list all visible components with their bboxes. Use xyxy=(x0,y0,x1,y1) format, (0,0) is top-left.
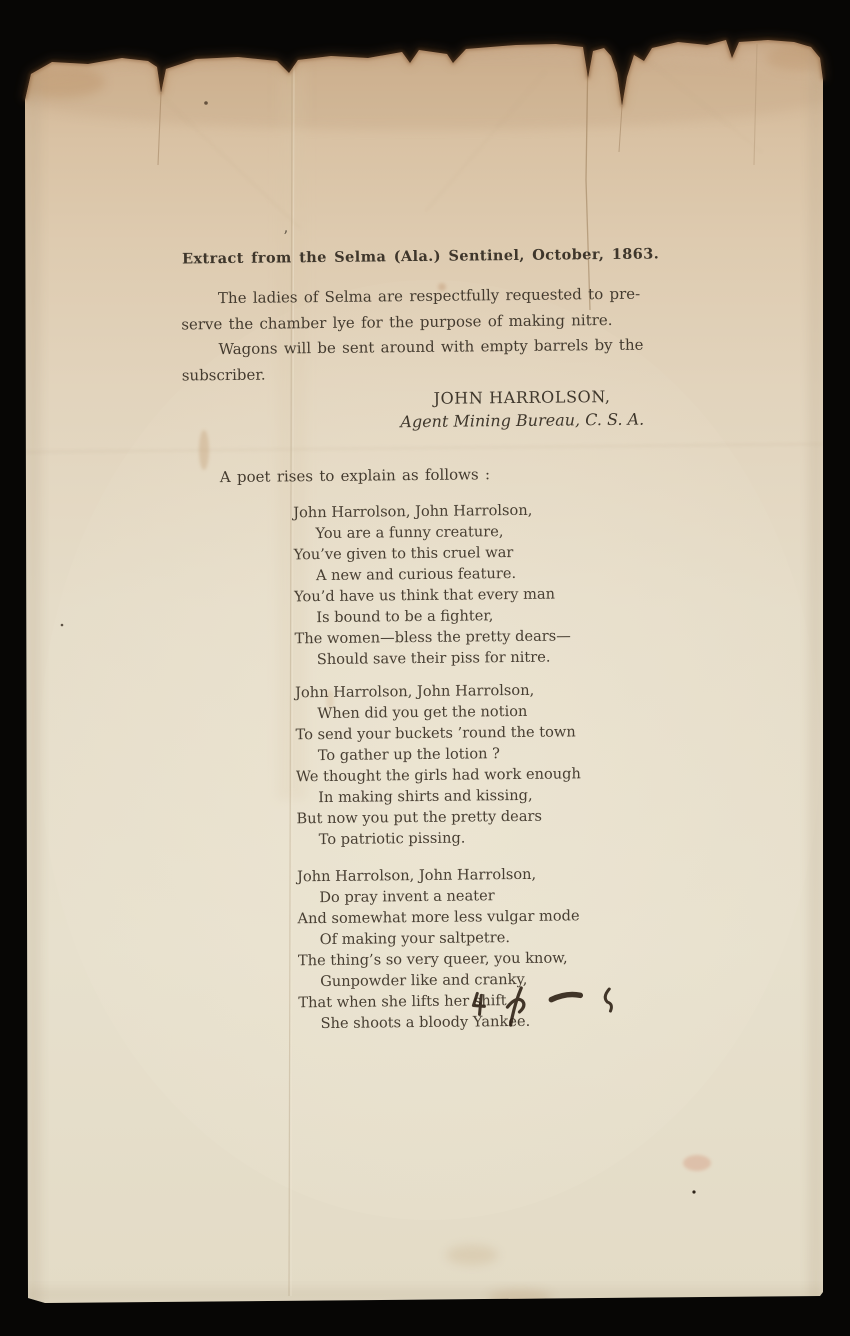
poem-line: John Harrolson, John Harrolson, xyxy=(296,865,537,886)
poem-line: You’ve given to this cruel war xyxy=(293,544,514,564)
notice-line: The ladies of Selma are respectfully requested to pre- xyxy=(217,284,641,308)
poem-line: We thought the girls had work enough xyxy=(295,765,581,786)
poem-line: Do pray invent a neater xyxy=(319,887,495,907)
poem-line: And somewhat more less vulgar mode xyxy=(297,907,580,928)
poem-line: John Harrolson, John Harrolson, xyxy=(295,681,535,702)
poem-line: Is bound to be a fighter, xyxy=(316,607,494,627)
poem-line: John Harrolson, John Harrolson, xyxy=(293,501,533,522)
handwritten-ink-annotation xyxy=(461,970,637,1044)
poem-line: To patriotic pissing. xyxy=(318,829,466,849)
notice-line: serve the chamber lye for the purpose of making nitre. xyxy=(181,310,613,333)
poem-line: When did you get the notion xyxy=(317,702,528,723)
poem-line: She shoots a bloody Yankee. xyxy=(320,1012,531,1033)
poem-line: You are a funny creature, xyxy=(315,523,504,543)
notice-line: subscriber. xyxy=(181,365,266,384)
poem-line: Of making your saltpetre. xyxy=(319,929,511,949)
poem-line: Gunpowder like and cranky, xyxy=(320,970,528,991)
poem-stanza-2 xyxy=(295,679,582,850)
signature-block xyxy=(322,386,722,432)
notice-line: Wagons will be sent around with empty barrels by the xyxy=(218,335,644,359)
poem-line: That when she lifts her shift xyxy=(298,992,507,1012)
poem-line: To gather up the lotion ? xyxy=(317,745,501,765)
signature-name: JOHN HARROLSON, xyxy=(433,386,611,408)
poem-line: In making shirts and kissing, xyxy=(318,786,533,807)
poem-intro: A poet rises to explain as follows : xyxy=(219,465,491,487)
poem-stanza-1 xyxy=(293,499,571,670)
poem-line: Should save their piss for nitre. xyxy=(316,648,551,669)
notice-paragraphs xyxy=(181,281,682,388)
poem-line: But now you put the pretty dears xyxy=(296,807,543,828)
signature-title: Agent Mining Bureau, C. S. A. xyxy=(400,409,645,432)
poem-line: To send your buckets ’round the town xyxy=(295,723,576,744)
poem-line: A new and curious feature. xyxy=(315,564,517,585)
stray-ink-mark: ’ xyxy=(283,227,289,246)
poem-line: The women—bless the pretty dears— xyxy=(294,627,571,648)
document-heading: Extract from the Selma (Ala.) Sentinel, October, 1863. xyxy=(181,245,660,268)
poem-line: The thing’s so very queer, you know, xyxy=(297,949,568,970)
poem-line: You’d have us think that every man xyxy=(294,585,556,606)
